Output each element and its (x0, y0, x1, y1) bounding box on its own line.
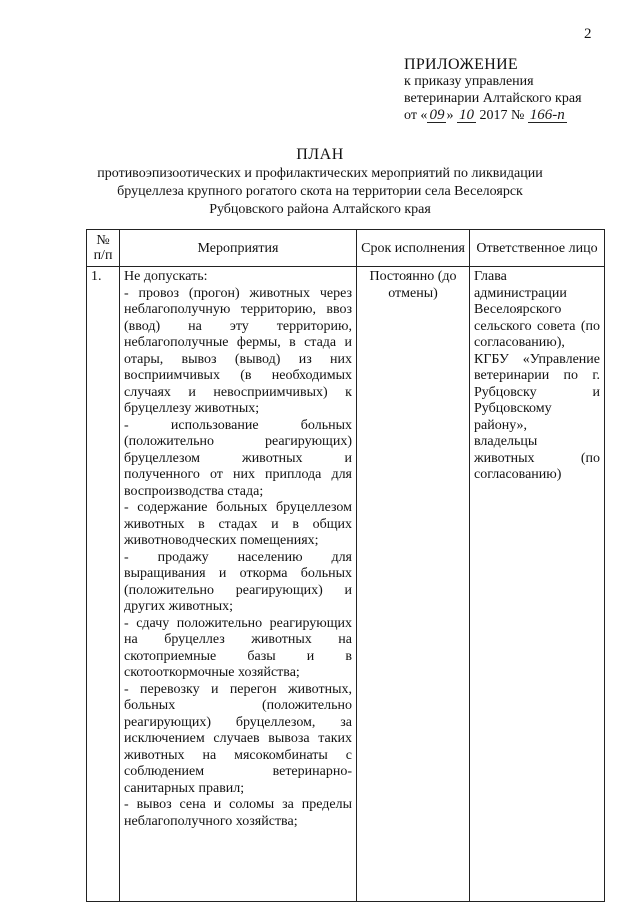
responsible-item: владельцы животных (по согласованию) (474, 434, 600, 482)
measure-item: - провоз (прогон) животных через неблагополучную территорию, ввоз (ввод) на эту территорию, неблагополучные фермы, в стада и отары, вывоз (вывод) из них восприимчивых (в необходимых случаях и невосприимчивых) к бруцеллезу животных; (124, 285, 352, 416)
measures-table (86, 229, 605, 902)
measure-item: - сдачу положительно реагирующих на бруцеллез животных на скотоприемные базы и в скотооткормочные хозяйства; (124, 615, 352, 680)
header-num: № п/п (87, 230, 120, 267)
plan-heading (0, 146, 640, 219)
table-row (87, 267, 605, 902)
responsible-item: Глава администрации Веселоярского сельского совета (по согласованию), (474, 269, 600, 350)
cell-num: 1. (87, 267, 120, 902)
header-measures: Мероприятия (120, 230, 357, 267)
measure-item: Не допускать: (124, 269, 208, 284)
cell-measures (120, 267, 357, 902)
table-header-row (87, 230, 605, 267)
handwritten-month: 10 (458, 107, 474, 123)
measure-item: - продажу населению для выращивания и откорма больных (положительно реагирующих) и других животных; (124, 549, 352, 614)
header-term: Срок исполнения (357, 230, 470, 267)
date-year: 2017 № (475, 108, 525, 123)
plan-subtitle-3: Рубцовского района Алтайского края (209, 202, 431, 217)
measure-item: - перевозку и перегон животных, больных (положительно реагирующих) бруцеллезом, за исключением случаев вывоза таких животных на мясокомбинаты с соблюдением ветеринарно-санитарных правил; (124, 681, 352, 796)
plan-subtitle-1: противоэпизоотических и профилактических мероприятий по ликвидации (97, 166, 543, 181)
cell-term: Постоянно (до отмены) (357, 267, 470, 902)
date-mid: » (446, 108, 457, 123)
appendix-line-2: ветеринарии Алтайского края (404, 91, 582, 106)
handwritten-order-number: 166-п (529, 107, 565, 123)
appendix-title: ПРИЛОЖЕНИЕ (404, 56, 519, 73)
header-responsible: Ответственное лицо (470, 230, 605, 267)
handwritten-day: 09 (429, 107, 445, 123)
plan-title: ПЛАН (296, 146, 344, 163)
measure-item: - использование больных (положительно реагирующих) бруцеллезом животных и полученного от них приплода для воспроизводства стада; (124, 417, 352, 499)
responsible-item: КГБУ «Управление ветеринарии по г. Рубцовску и Рубцовскому району», (474, 351, 600, 433)
date-prefix: от « (404, 108, 428, 123)
plan-subtitle-2: бруцеллеза крупного рогатого скота на территории села Веселоярск (117, 184, 523, 199)
measure-item: - содержание больных бруцеллезом животных в стадах и в общих животноводческих помещениях; (124, 500, 352, 548)
appendix-date-line (404, 107, 582, 124)
appendix-block (404, 56, 582, 124)
page-number: 2 (584, 26, 592, 42)
cell-responsible (470, 267, 605, 902)
measure-item: - вывоз сена и соломы за пределы неблагополучного хозяйства; (124, 797, 352, 829)
appendix-line-1: к приказу управления (404, 74, 534, 89)
